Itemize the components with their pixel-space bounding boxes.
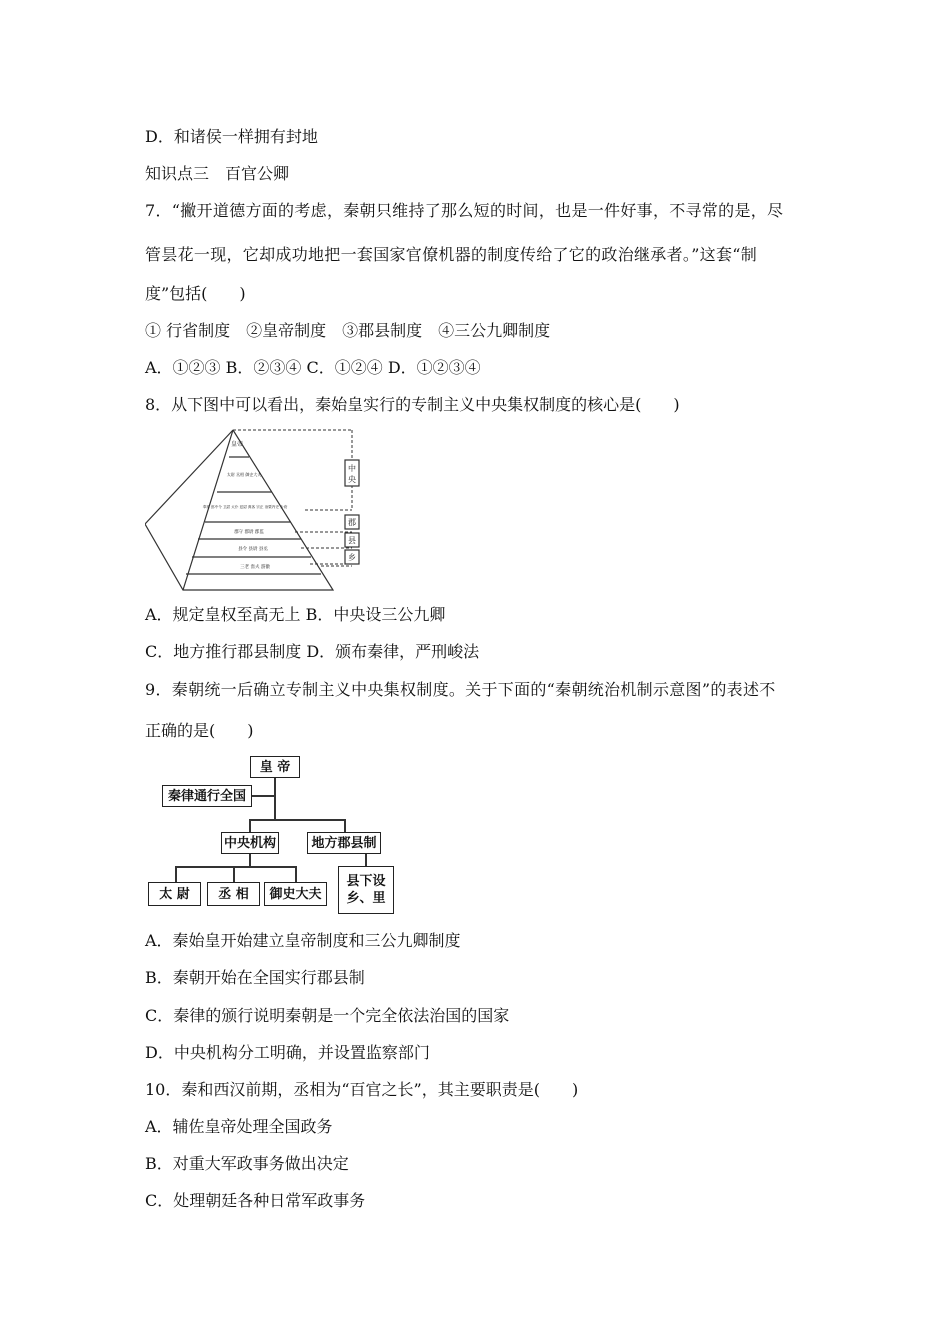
- box-yushi: 御史大夫: [264, 882, 327, 906]
- box-qinlu: 秦律通行全国: [162, 785, 252, 807]
- section-heading: 知识点三 百官公卿: [145, 164, 290, 183]
- side-label-jun: 郡: [348, 518, 356, 527]
- box-central: 中央机构: [221, 832, 279, 854]
- q9-stem-line1: 9．秦朝统一后确立专制主义中央集权制度。关于下面的“秦朝统治机制示意图”的表述不: [145, 680, 776, 699]
- q8-options-cd: C．地方推行郡县制度 D．颁布秦律，严刑峻法: [145, 642, 480, 661]
- box-taiwei: 太 尉: [148, 882, 201, 906]
- level-xiang: 三老 啬夫 游徼: [240, 565, 270, 570]
- q7-options: A．①②③ B．②③④ C．①②④ D．①②③④: [145, 358, 481, 377]
- q9-option-b: B．秦朝开始在全国实行郡县制: [145, 968, 365, 987]
- level-jiuqing: 奉常 郎中令 卫尉 太仆 廷尉 典客 宗正 治粟内史 少府: [202, 505, 288, 509]
- level-jun: 郡守 郡尉 郡监: [234, 530, 264, 535]
- q9-option-a: A．秦始皇开始建立皇帝制度和三公九卿制度: [145, 931, 461, 950]
- q6-option-d: D．和诸侯一样拥有封地: [145, 127, 318, 146]
- box-xiang-li: 县下设乡、里: [338, 866, 394, 914]
- q10-option-c: C．处理朝廷各种日常军政事务: [145, 1191, 366, 1210]
- q7-stem-line1: 7．“撇开道德方面的考虑，秦朝只维持了那么短的时间，也是一件好事，不寻常的是，尽: [145, 201, 784, 220]
- level-emperor: 皇帝: [230, 441, 244, 448]
- side-label-xian: 县: [348, 536, 356, 545]
- box-chengxiang: 丞 相: [207, 882, 260, 906]
- q10-option-a: A．辅佐皇帝处理全国政务: [145, 1117, 333, 1136]
- side-label-xiang: 乡: [348, 553, 356, 562]
- box-emperor: 皇 帝: [250, 756, 300, 778]
- q9-option-d: D．中央机构分工明确，并设置监察部门: [145, 1043, 430, 1062]
- q7-stem-line2: 管昙花一现，它却成功地把一套国家官僚机器的制度传给了它的政治继承者。”这套“制: [145, 245, 758, 264]
- q8-stem: 8．从下图中可以看出，秦始皇实行的专制主义中央集权制度的核心是( ): [145, 395, 680, 414]
- level-sangong: 太尉 丞相 御史大夫: [226, 472, 262, 477]
- level-xian: 县令 县尉 县丞: [238, 547, 268, 552]
- q10-stem: 10．秦和西汉前期，丞相为“百官之长”，其主要职责是( ): [145, 1080, 579, 1099]
- box-local: 地方郡县制: [307, 832, 381, 854]
- q9-stem-line2: 正确的是( ): [145, 721, 254, 740]
- side-label-central: 中: [348, 464, 356, 473]
- svg-text:央: 央: [348, 475, 356, 484]
- pyramid-diagram: [145, 426, 365, 594]
- q7-items: ① 行省制度 ②皇帝制度 ③郡县制度 ④三公九卿制度: [145, 321, 551, 340]
- q7-stem-line3: 度”包括( ): [145, 284, 246, 303]
- q8-options-ab: A．规定皇权至高无上 B．中央设三公九卿: [145, 605, 446, 624]
- q9-option-c: C．秦律的颁行说明秦朝是一个完全依法治国的国家: [145, 1006, 510, 1025]
- q10-option-b: B．对重大军政事务做出决定: [145, 1154, 349, 1173]
